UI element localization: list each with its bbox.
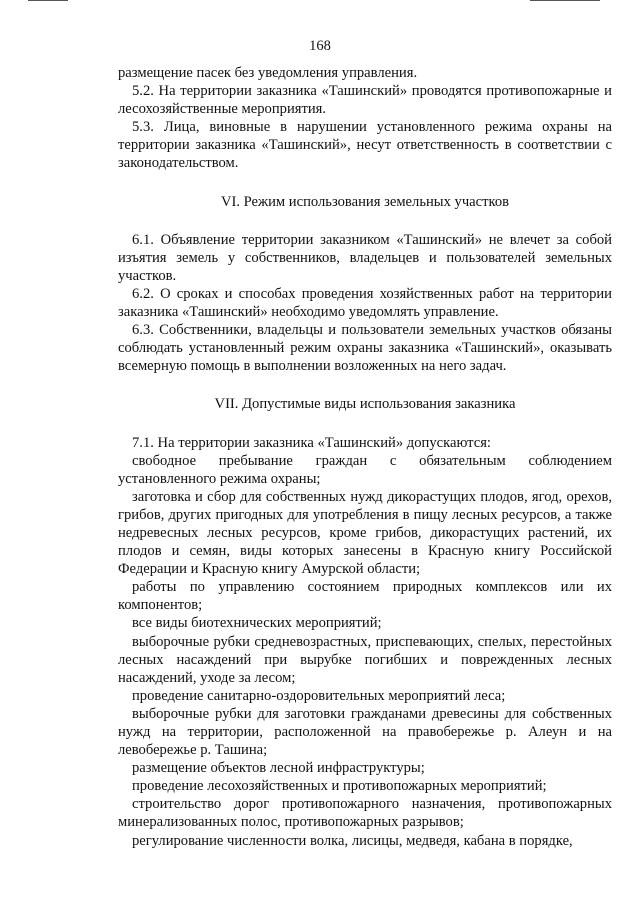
scan-edge-mark	[530, 0, 600, 1]
paragraph: все виды биотехнических мероприятий;	[132, 615, 382, 632]
paragraph: строительство дорог противопожарного назначения, противопожарных минерализованных полос, противопожарных разрывов;	[118, 796, 612, 831]
paragraph: заготовка и сбор для собственных нужд дикорастущих плодов, ягод, орехов, грибов, других пригодных для употребления в пищу лесных ресурсов, а также недревесных лесных ресурсов, кроме грибов, дикорастущих растений, их плодов и семян, виды которых занесены в Красную книгу Российской Федерации и Красную книгу Амурской области;	[118, 488, 612, 578]
paragraph: размещение пасек без уведомления управления.	[118, 65, 418, 81]
scan-edge-mark	[28, 0, 68, 1]
paragraph: свободное пребывание граждан с обязательным соблюдением установленного режима охраны;	[118, 452, 612, 487]
section-spacer	[118, 173, 612, 193]
paragraph: регулирование численности волка, лисицы, медведя, кабана в порядке,	[132, 832, 573, 849]
paragraph: размещение объектов лесной инфраструктуры;	[132, 760, 425, 777]
paragraph: проведение лесохозяйственных и противопожарных мероприятий;	[132, 778, 547, 795]
paragraph: 5.2. На территории заказника «Ташинский» проводятся противопожарные и лесохозяйственные мероприятия.	[118, 83, 612, 118]
paragraph: проведение санитарно-оздоровительных мероприятий леса;	[132, 687, 506, 704]
paragraph: 5.3. Лица, виновные в нарушении установленного режима охраны на территории заказника «Ташинский», несут ответственность в соответствии с законодательством.	[118, 119, 612, 172]
section-heading: VII. Допустимые виды использования заказника	[214, 396, 516, 413]
section-heading: VI. Режим использования земельных участков	[220, 193, 510, 210]
document-body	[118, 64, 612, 850]
paragraph: 6.2. О сроках и способах проведения хозяйственных работ на территории заказника «Ташинский» необходимо уведомлять управление.	[118, 285, 612, 321]
section-spacer	[118, 211, 612, 231]
paragraph: выборочные рубки средневозрастных, приспевающих, спелых, перестойных лесных насаждений при вырубке погибших и поврежденных лесных насаждений, уходе за лесом;	[118, 633, 612, 686]
paragraph: выборочные рубки для заготовки гражданами древесины для собственных нужд на территории, расположенной на правобережье р. Алеун и на левобережье р. Ташина;	[118, 705, 612, 759]
page-number: 168	[309, 38, 331, 54]
paragraph: работы по управлению состоянием природных комплексов или их компонентов;	[118, 579, 612, 614]
section-spacer	[118, 375, 612, 395]
paragraph: 7.1. На территории заказника «Ташинский» допускаются:	[132, 434, 491, 451]
section-spacer	[118, 414, 612, 434]
paragraph: 6.1. Объявление территории заказником «Ташинский» не влечет за собой изъятия земель у собственников, владельцев и пользователей земельных участков.	[118, 231, 612, 284]
paragraph: 6.3. Собственники, владельцы и пользователи земельных участков обязаны соблюдать установленный режим охраны заказника «Ташинский», оказывать всемерную помощь в выполнении возложенных на него задач.	[118, 322, 612, 375]
